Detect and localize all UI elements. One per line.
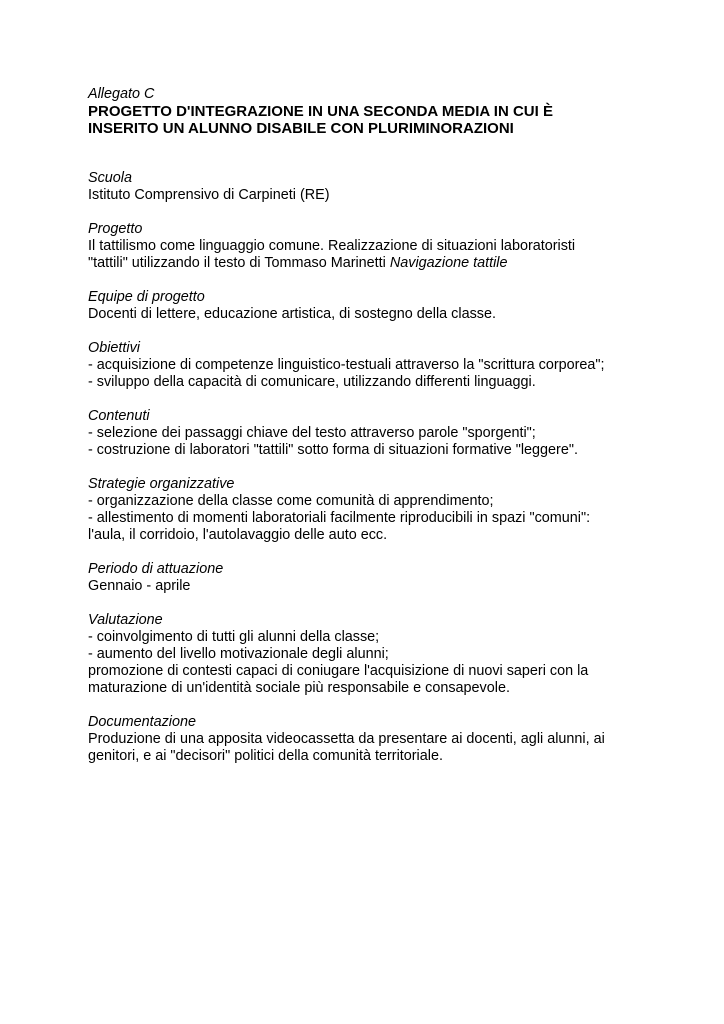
spacer bbox=[88, 137, 648, 170]
equipe-text: Docenti di lettere, educazione artistica, di sostegno della classe. bbox=[88, 306, 496, 322]
section-heading-strategie: Strategie organizzative bbox=[88, 476, 235, 492]
section-equipe bbox=[88, 289, 648, 323]
valutazione-text-line-4: maturazione di un'identità sociale più responsabile e consapevole. bbox=[88, 680, 510, 696]
contenuti-item-2: - costruzione di laboratori "tattili" sotto forma di situazioni formative "leggere". bbox=[88, 442, 578, 458]
valutazione-item-2: - aumento del livello motivazionale degli alunni; bbox=[88, 646, 389, 662]
spacer bbox=[88, 544, 648, 561]
spacer bbox=[88, 391, 648, 408]
section-progetto bbox=[88, 221, 648, 272]
allegato-label: Allegato C bbox=[88, 86, 155, 102]
contenuti-item-1: - selezione dei passaggi chiave del testo attraverso parole "sporgenti"; bbox=[88, 425, 536, 441]
section-strategie bbox=[88, 476, 648, 544]
progetto-text-line-2 bbox=[88, 255, 648, 272]
document-title bbox=[88, 103, 648, 137]
spacer bbox=[88, 323, 648, 340]
section-valutazione bbox=[88, 612, 648, 697]
book-title: Navigazione tattile bbox=[389, 255, 508, 271]
progetto-text-line-1: Il tattilismo come linguaggio comune. Realizzazione di situazioni laboratoristi bbox=[88, 238, 576, 254]
section-obiettivi bbox=[88, 340, 648, 391]
documentazione-text-line-1: Produzione di una apposita videocassetta da presentare ai docenti, agli alunni, ai bbox=[88, 731, 605, 747]
section-heading-progetto: Progetto bbox=[88, 221, 143, 237]
spacer bbox=[88, 272, 648, 289]
strategie-item-1: - organizzazione della classe come comunità di apprendimento; bbox=[88, 493, 494, 509]
obiettivi-item-1: - acquisizione di competenze linguistico-testuali attraverso la "scrittura corporea"; bbox=[88, 357, 605, 373]
spacer bbox=[88, 204, 648, 221]
section-heading-periodo: Periodo di attuazione bbox=[88, 561, 224, 577]
section-periodo bbox=[88, 561, 648, 595]
section-heading-equipe: Equipe di progetto bbox=[88, 289, 205, 305]
section-documentazione bbox=[88, 714, 648, 765]
documentazione-text-line-2: genitori, e ai "decisori" politici della comunità territoriale. bbox=[88, 748, 443, 764]
valutazione-text-line-3: promozione di contesti capaci di coniugare l'acquisizione di nuovi saperi con la bbox=[88, 663, 589, 679]
section-heading-obiettivi: Obiettivi bbox=[88, 340, 140, 356]
document-page bbox=[88, 86, 648, 765]
title-line-2: INSERITO UN ALUNNO DISABILE CON PLURIMINORAZIONI bbox=[88, 120, 514, 137]
progetto-text-plain: "tattili" utilizzando il testo di Tommaso Marinetti bbox=[88, 255, 390, 271]
section-heading-documentazione: Documentazione bbox=[88, 714, 196, 730]
obiettivi-item-2: - sviluppo della capacità di comunicare, utilizzando differenti linguaggi. bbox=[88, 374, 536, 390]
section-heading-contenuti: Contenuti bbox=[88, 408, 150, 424]
spacer bbox=[88, 459, 648, 476]
section-heading-valutazione: Valutazione bbox=[88, 612, 163, 628]
section-scuola bbox=[88, 170, 648, 204]
strategie-item-2-cont: l'aula, il corridoio, l'autolavaggio delle auto ecc. bbox=[88, 527, 388, 543]
valutazione-item-1: - coinvolgimento di tutti gli alunni della classe; bbox=[88, 629, 380, 645]
section-heading-scuola: Scuola bbox=[88, 170, 133, 186]
strategie-item-2: - allestimento di momenti laboratoriali facilmente riproducibili in spazi "comuni": bbox=[88, 510, 591, 526]
title-line-1: PROGETTO D'INTEGRAZIONE IN UNA SECONDA MEDIA IN CUI È bbox=[88, 103, 553, 120]
periodo-text: Gennaio - aprile bbox=[88, 578, 191, 594]
section-contenuti bbox=[88, 408, 648, 459]
scuola-text: Istituto Comprensivo di Carpineti (RE) bbox=[88, 187, 330, 203]
spacer bbox=[88, 595, 648, 612]
spacer bbox=[88, 697, 648, 714]
